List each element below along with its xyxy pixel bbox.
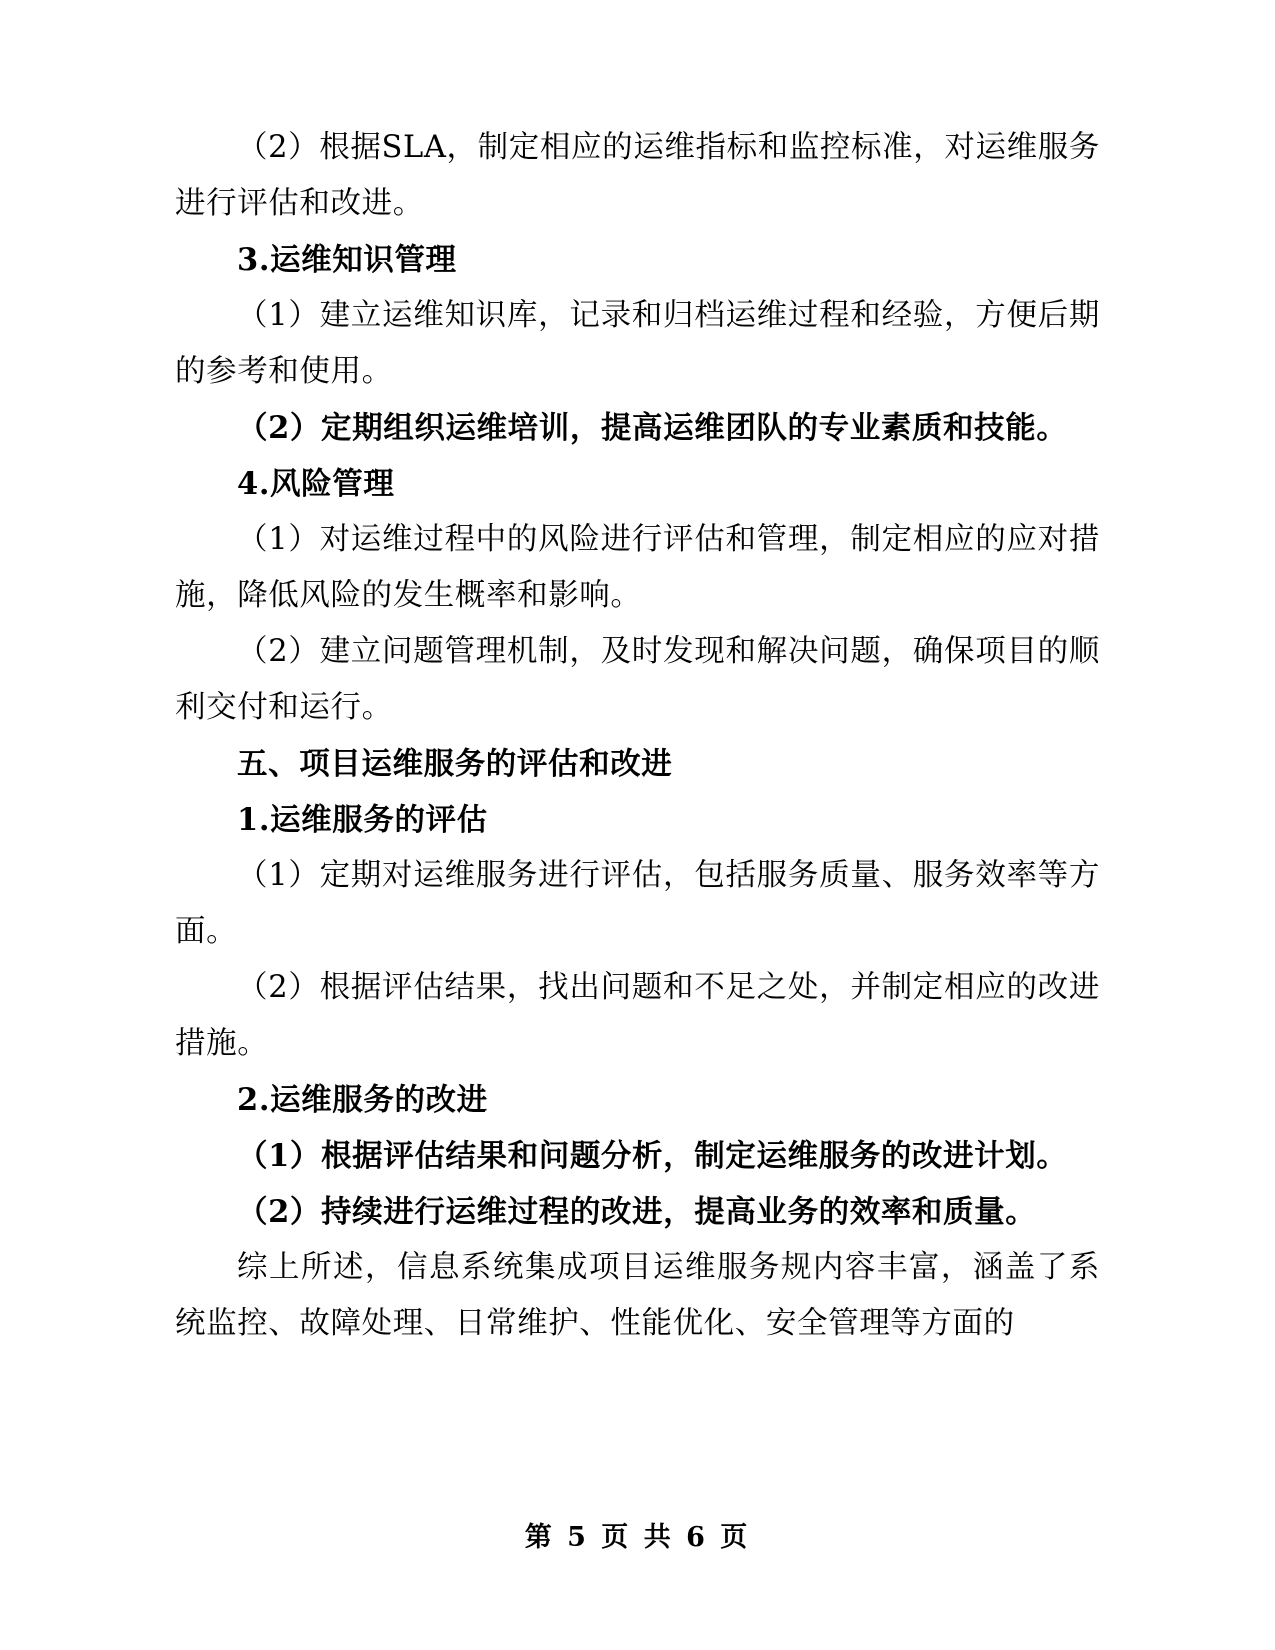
heading-risk-management: 4.风险管理 <box>237 466 395 502</box>
heading-service-evaluation: 1.运维服务的评估 <box>237 802 488 838</box>
document-body <box>175 120 1100 1352</box>
paragraph-periodic-evaluation: （1）定期对运维服务进行评估，包括服务质量、服务效率等方面。 <box>175 858 1100 949</box>
paragraph-continuous-improvement: （2）持续进行运维过程的改进，提高业务的效率和质量。 <box>237 1194 1037 1230</box>
paragraph-evaluation-result: （2）根据评估结果，找出问题和不足之处，并制定相应的改进措施。 <box>175 970 1100 1061</box>
paragraph-risk-assessment: （1）对运维过程中的风险进行评估和管理，制定相应的应对措施，降低风险的发生概率和影响。 <box>175 522 1100 613</box>
heading-section-five: 五、项目运维服务的评估和改进 <box>237 746 673 782</box>
paragraph-training: （2）定期组织运维培训，提高运维团队的专业素质和技能。 <box>237 410 1068 446</box>
paragraph-knowledge-base: （1）建立运维知识库，记录和归档运维过程和经验，方便后期的参考和使用。 <box>175 298 1100 389</box>
heading-knowledge-management: 3.运维知识管理 <box>237 242 457 278</box>
paragraph-improvement-plan: （1）根据评估结果和问题分析，制定运维服务的改进计划。 <box>237 1138 1068 1174</box>
page-footer: 第 5 页 共 6 页 <box>524 1522 751 1553</box>
heading-service-improvement: 2.运维服务的改进 <box>237 1082 488 1118</box>
paragraph-sla-metrics: （2）根据SLA，制定相应的运维指标和监控标准，对运维服务进行评估和改进。 <box>175 130 1100 221</box>
paragraph-summary: 综上所述，信息系统集成项目运维服务规内容丰富，涵盖了系统监控、故障处理、日常维护、性能优化、安全管理等方面的 <box>175 1250 1100 1341</box>
paragraph-issue-management: （2）建立问题管理机制，及时发现和解决问题，确保项目的顺利交付和运行。 <box>175 634 1100 725</box>
